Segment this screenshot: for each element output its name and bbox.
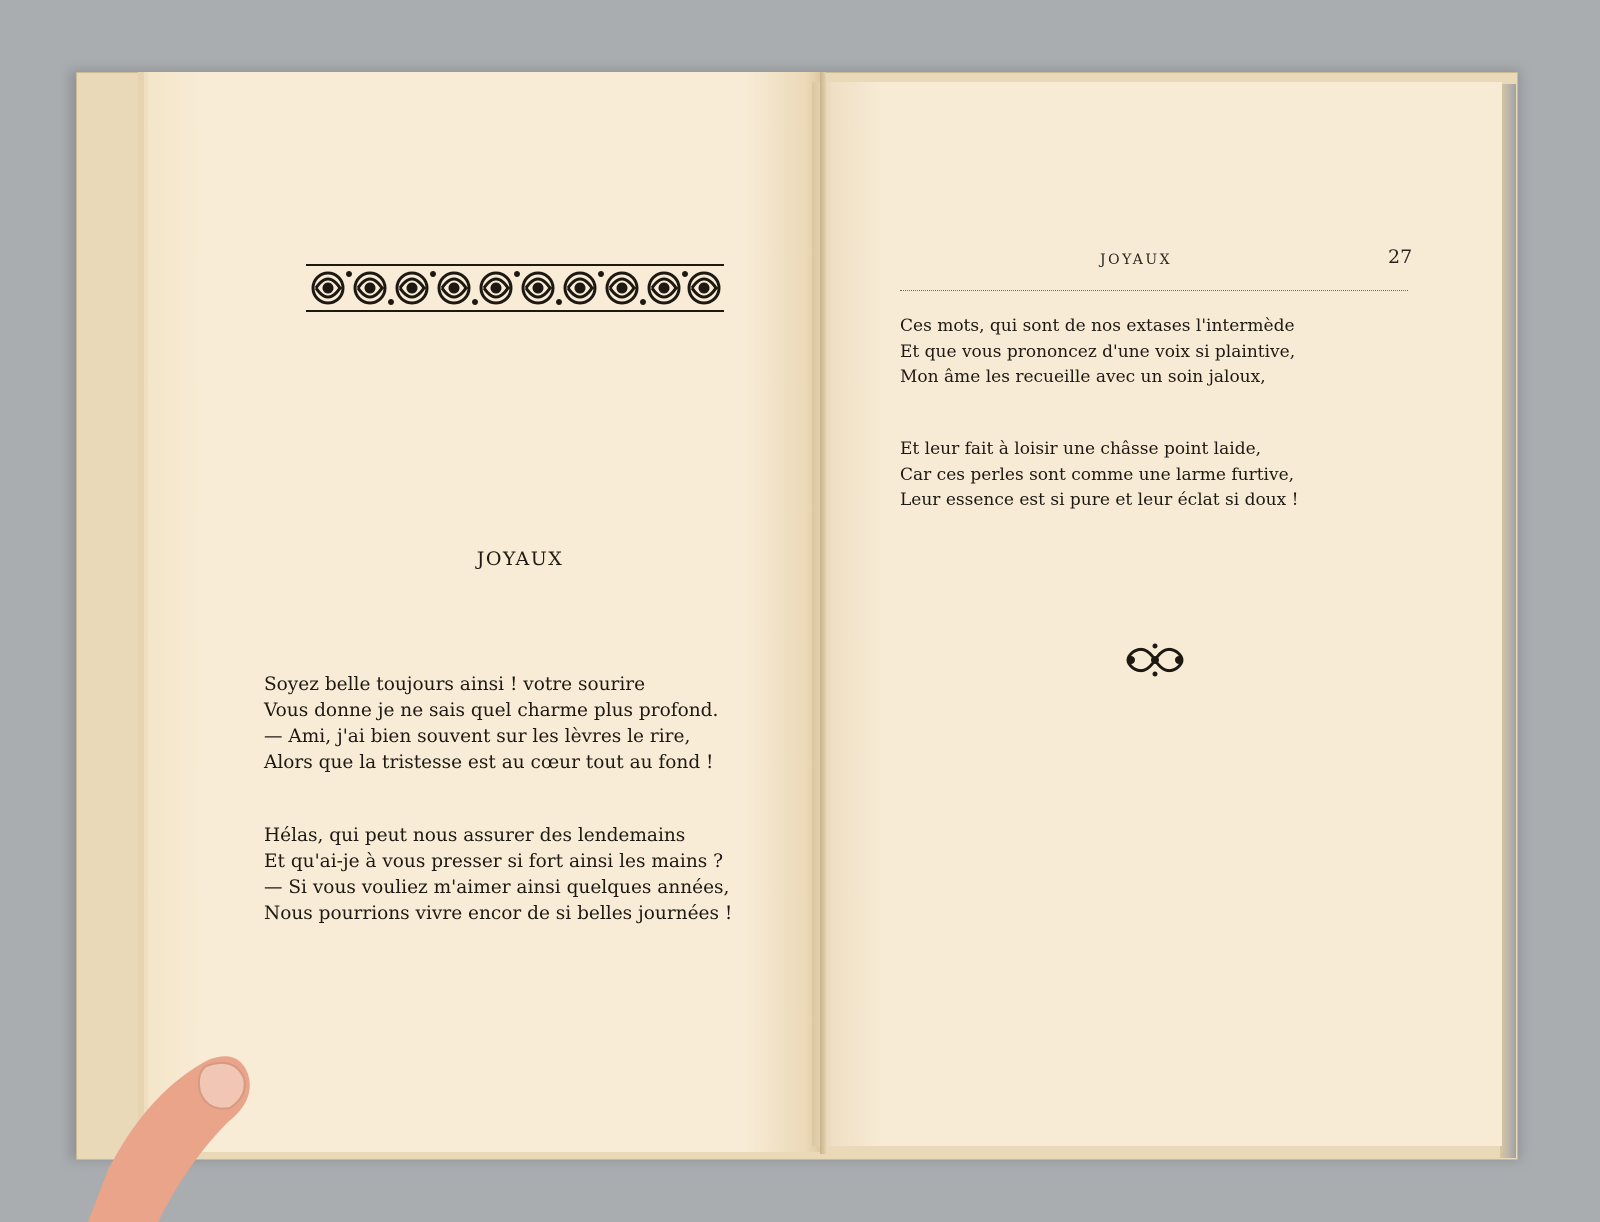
verse-line: — Si vous vouliez m'aimer ainsi quelques années,	[264, 877, 730, 898]
poem-title: JOYAUX	[476, 548, 564, 570]
headpiece-ornament-icon	[306, 262, 724, 316]
verse-line: Nous pourrions vivre encor de si belles journées !	[264, 903, 733, 924]
right-page	[812, 82, 1502, 1146]
verse-line: Vous donne je ne sais quel charme plus profond.	[264, 700, 719, 721]
left-page	[148, 72, 826, 1152]
verse-line: — Ami, j'ai bien souvent sur les lèvres le rire,	[264, 726, 691, 747]
page-number: 27	[1388, 246, 1413, 268]
tailpiece-ornament-icon	[1117, 640, 1193, 680]
verse-line: Leur essence est si pure et leur éclat si doux !	[900, 490, 1299, 510]
verse-line: Mon âme les recueille avec un soin jaloux,	[900, 367, 1266, 387]
page-edges	[1500, 84, 1516, 1158]
verse-line: Hélas, qui peut nous assurer des lendemains	[264, 825, 686, 846]
finger-icon	[88, 1052, 258, 1222]
verse-line: Car ces perles sont comme une larme furtive,	[900, 464, 1295, 485]
book-gutter	[820, 72, 826, 1154]
verse-line: Ces mots, qui sont de nos extases l'intermède	[900, 316, 1295, 336]
running-head: JOYAUX	[1100, 252, 1173, 268]
header-rule	[900, 290, 1408, 291]
left-stanza-2	[264, 823, 784, 927]
left-stanza-1	[264, 672, 784, 776]
verse-line: Et qu'ai-je à vous presser si fort ainsi les mains ?	[264, 851, 724, 872]
verse-line: Soyez belle toujours ainsi ! votre sourire	[264, 674, 646, 695]
right-stanza-1	[900, 314, 1420, 391]
verse-line: Et que vous prononcez d'une voix si plaintive,	[900, 341, 1296, 362]
verse-line: Et leur fait à loisir une châsse point laide,	[900, 439, 1262, 459]
right-stanza-2	[900, 437, 1420, 514]
verse-line: Alors que la tristesse est au cœur tout au fond !	[264, 752, 714, 773]
